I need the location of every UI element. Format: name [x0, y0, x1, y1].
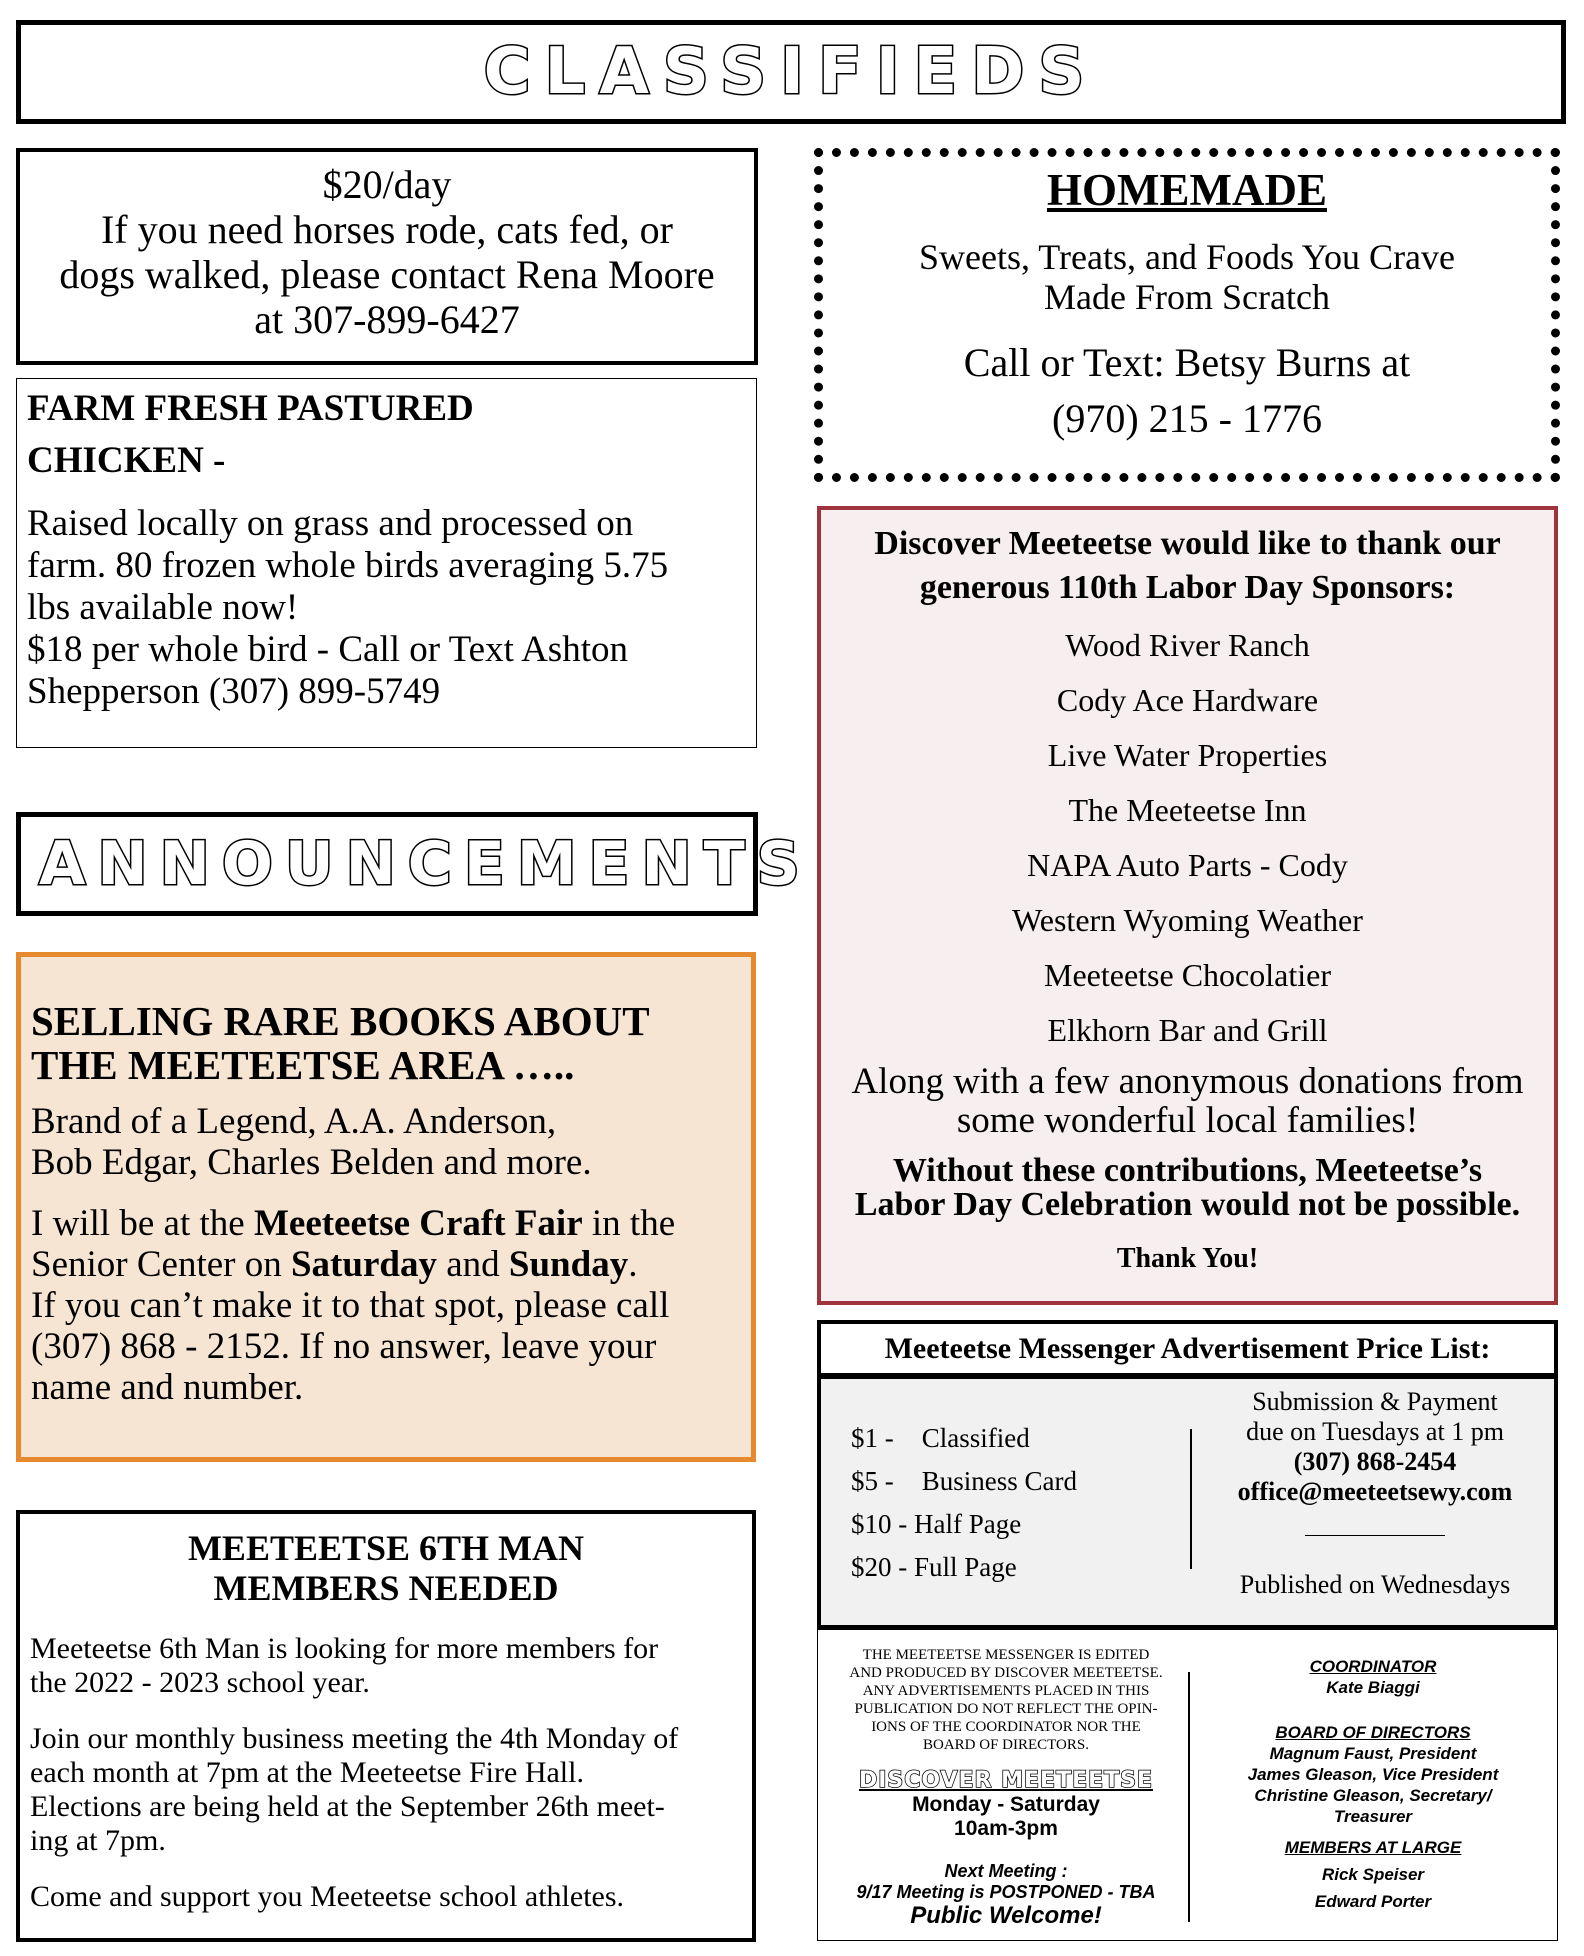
price-list-body: [817, 1375, 1558, 1629]
public-welcome: Public Welcome!: [910, 1902, 1102, 1929]
text-line: THE MEETEETSE MESSENGER IS EDITED: [862, 1647, 1150, 1663]
masthead-divider: [1188, 1672, 1190, 1922]
price-amount: $20 -: [851, 1552, 908, 1582]
price-label: Half Page: [914, 1509, 1022, 1539]
sponsor-item: The Meeteetse Inn: [1068, 792, 1307, 828]
price-items: [851, 1417, 1077, 1589]
sixth-man-title: [30, 1528, 742, 1608]
text-line: Along with a few anonymous donations from: [851, 1061, 1524, 1102]
text-line: Elections are being held at the September 26th meet-: [30, 1790, 665, 1823]
text-run: Senior Center on: [31, 1244, 291, 1285]
price-item: [851, 1460, 1077, 1503]
sunday-text: Sunday: [508, 1244, 629, 1285]
next-meeting: [826, 1861, 1186, 1903]
pet-ad-line: at 307-899-6427: [254, 297, 520, 342]
sixth-man-title-line: MEMBERS NEEDED: [213, 1568, 559, 1608]
price-item: [851, 1503, 1077, 1546]
text-line: name and number.: [31, 1367, 304, 1408]
sixth-man-paragraph: Come and support you Meeteetse school athletes.: [30, 1880, 625, 1913]
text-line: Bob Edgar, Charles Belden and more.: [31, 1142, 592, 1183]
text-line: IONS OF THE COORDINATOR NOR THE: [871, 1719, 1141, 1735]
chicken-ad-line: $18 per whole bird - Call or Text Ashton: [27, 629, 628, 670]
spacer: [1198, 1827, 1548, 1837]
homemade-contact: [823, 335, 1551, 447]
sponsor-item: Western Wyoming Weather: [1012, 902, 1363, 938]
rare-books-title-line: SELLING RARE BOOKS ABOUT: [31, 998, 650, 1044]
short-rule: [1305, 1535, 1445, 1536]
text-line: ing at 7pm.: [30, 1824, 166, 1857]
sponsor-item: Meeteetse Chocolatier: [1044, 957, 1331, 993]
disclaimer: [826, 1646, 1186, 1754]
masthead-info: [817, 1629, 1558, 1941]
sponsors-contribution-note: [821, 1154, 1554, 1222]
price-divider: [1190, 1429, 1192, 1569]
price-label: Full Page: [914, 1552, 1017, 1582]
announcements-header: [16, 812, 812, 916]
text-line: ANY ADVERTISEMENTS PLACED IN THIS: [862, 1683, 1150, 1699]
text-line: If you can’t make it to that spot, please call: [31, 1285, 670, 1326]
text-line: Next Meeting :: [944, 1861, 1068, 1881]
sponsors-thank-you: [817, 506, 1558, 1305]
board-member: Treasurer: [1333, 1807, 1413, 1826]
pet-ad-line: If you need horses rode, cats fed, or: [100, 207, 673, 252]
text-line: the 2022 - 2023 school year.: [30, 1666, 370, 1699]
masthead-left: [826, 1646, 1186, 1929]
price-label: Classified: [921, 1423, 1030, 1453]
classifieds-header: [16, 20, 1566, 124]
board-member: James Gleason, Vice President: [1247, 1765, 1499, 1784]
chicken-ad-line: farm. 80 frozen whole birds averaging 5.75: [27, 545, 669, 586]
text-line: generous 110th Labor Day Sponsors:: [919, 569, 1456, 606]
sixth-man-paragraph: [30, 1632, 742, 1700]
text-line: Sweets, Treats, and Foods You Crave: [918, 237, 1456, 277]
coordinator-name: Kate Biaggi: [1326, 1678, 1420, 1697]
sponsor-item: Cody Ace Hardware: [1056, 682, 1319, 718]
text-line: due on Tuesdays at 1 pm: [1246, 1417, 1504, 1446]
text-line: BOARD OF DIRECTORS.: [922, 1737, 1089, 1753]
chicken-title-line: FARM FRESH PASTURED: [27, 388, 474, 429]
text-run: and: [436, 1244, 509, 1285]
sponsors-anonymous-note: [821, 1062, 1554, 1140]
discover-meeteetse-name: DISCOVER MEETEETSE: [858, 1768, 1154, 1793]
rare-books-details: [31, 1203, 739, 1408]
text-line: Made From Scratch: [1044, 277, 1330, 317]
office-phone: (307) 868-2454: [1293, 1447, 1457, 1476]
member-at-large: Edward Porter: [1314, 1892, 1432, 1911]
text-line: Labor Day Celebration would not be possible.: [854, 1186, 1521, 1223]
sixth-man-title-line: MEETEETSE 6TH MAN: [187, 1528, 585, 1568]
text-line: Without these contributions, Meeteetse’s: [892, 1152, 1483, 1189]
price-label: Business Card: [921, 1466, 1077, 1496]
announcements-title: ANNOUNCEMENTS: [39, 829, 812, 899]
sixth-man-ad: [16, 1510, 756, 1942]
rare-books-authors: [31, 1101, 739, 1183]
sponsor-item: Elkhorn Bar and Grill: [1047, 1012, 1328, 1048]
craft-fair-text: Meeteetse Craft Fair: [253, 1203, 583, 1244]
submission-info: [1205, 1387, 1545, 1600]
homemade-subtitle: [823, 237, 1551, 317]
board-heading: BOARD OF DIRECTORS: [1275, 1723, 1471, 1742]
board-member: Christine Gleason, Secretary/: [1254, 1786, 1492, 1805]
classifieds-title: CLASSIFIEDS: [483, 35, 1099, 109]
text-line: Discover Meeteetse would like to thank our: [874, 525, 1501, 562]
price-list-title: Meeteetse Messenger Advertisement Price List:: [884, 1331, 1491, 1365]
sponsor-list: [821, 618, 1554, 1058]
text-line: Call or Text: Betsy Burns at: [963, 340, 1411, 385]
text-line: (307) 868 - 2152. If no answer, leave your: [31, 1326, 657, 1367]
masthead-right: [1198, 1656, 1548, 1912]
members-heading: MEMBERS AT LARGE: [1284, 1838, 1462, 1857]
price-amount: $5 -: [851, 1466, 894, 1496]
rare-books-title: [31, 999, 739, 1087]
text-line: Join our monthly business meeting the 4th Monday of: [30, 1722, 679, 1755]
text-line: Monday - Saturday: [912, 1793, 1100, 1816]
rare-books-ad: [16, 952, 756, 1462]
chicken-ad-line: Raised locally on grass and processed on: [27, 503, 634, 544]
price-item: [851, 1546, 1077, 1589]
text-line: 9/17 Meeting is POSTPONED - TBA: [856, 1882, 1156, 1902]
price-list-header: [817, 1320, 1558, 1377]
board-member: Magnum Faust, President: [1269, 1744, 1477, 1763]
text-line: some wonderful local families!: [956, 1100, 1419, 1141]
text-run: .: [628, 1244, 638, 1285]
price-amount: $1 -: [851, 1423, 894, 1453]
pet-ad-line: dogs walked, please contact Rena Moore: [59, 252, 715, 297]
sponsors-thank-you-text: Thank You!: [1116, 1243, 1259, 1274]
chicken-ad-line: lbs available now!: [27, 587, 299, 628]
chicken-ad-line: Shepperson (307) 899-5749: [27, 671, 441, 712]
sponsor-item: Wood River Ranch: [1065, 627, 1310, 663]
text-line: Brand of a Legend, A.A. Anderson,: [31, 1101, 557, 1142]
sixth-man-paragraph: [30, 1722, 742, 1858]
text-line: Submission & Payment: [1252, 1387, 1498, 1416]
text-line: AND PRODUCED BY DISCOVER MEETEETSE.: [849, 1665, 1163, 1681]
text-line: each month at 7pm at the Meeteetse Fire Hall.: [30, 1756, 584, 1789]
text-run: I will be at the: [31, 1203, 254, 1244]
coordinator-heading: COORDINATOR: [1309, 1657, 1437, 1676]
rare-books-title-line: THE MEETEETSE AREA …..: [31, 1042, 575, 1088]
sponsor-item: Live Water Properties: [1047, 737, 1328, 773]
text-line: Meeteetse 6th Man is looking for more members for: [30, 1632, 659, 1665]
homemade-ad: [814, 148, 1560, 482]
office-hours: [826, 1793, 1186, 1841]
spacer: [1198, 1698, 1548, 1722]
homemade-title: HOMEMADE: [1047, 165, 1327, 215]
chicken-ad: [16, 378, 757, 748]
sponsor-item: NAPA Auto Parts - Cody: [1027, 847, 1348, 883]
office-email: office@meeteetsewy.com: [1237, 1477, 1513, 1506]
published-note: Published on Wednesdays: [1239, 1570, 1511, 1599]
text-run: in the: [582, 1203, 676, 1244]
saturday-text: Saturday: [290, 1244, 437, 1285]
chicken-ad-title: [27, 387, 746, 483]
text-line: PUBLICATION DO NOT REFLECT THE OPIN-: [854, 1701, 1158, 1717]
member-at-large: Rick Speiser: [1321, 1865, 1425, 1884]
text-line: 10am-3pm: [954, 1817, 1058, 1840]
pet-ad-price: $20/day: [322, 162, 452, 207]
chicken-title-line: CHICKEN -: [27, 440, 226, 481]
price-item: [851, 1417, 1077, 1460]
pet-sitting-ad: [16, 148, 758, 365]
sponsors-title: [821, 522, 1554, 610]
price-amount: $10 -: [851, 1509, 908, 1539]
homemade-phone: (970) 215 - 1776: [1052, 396, 1322, 441]
